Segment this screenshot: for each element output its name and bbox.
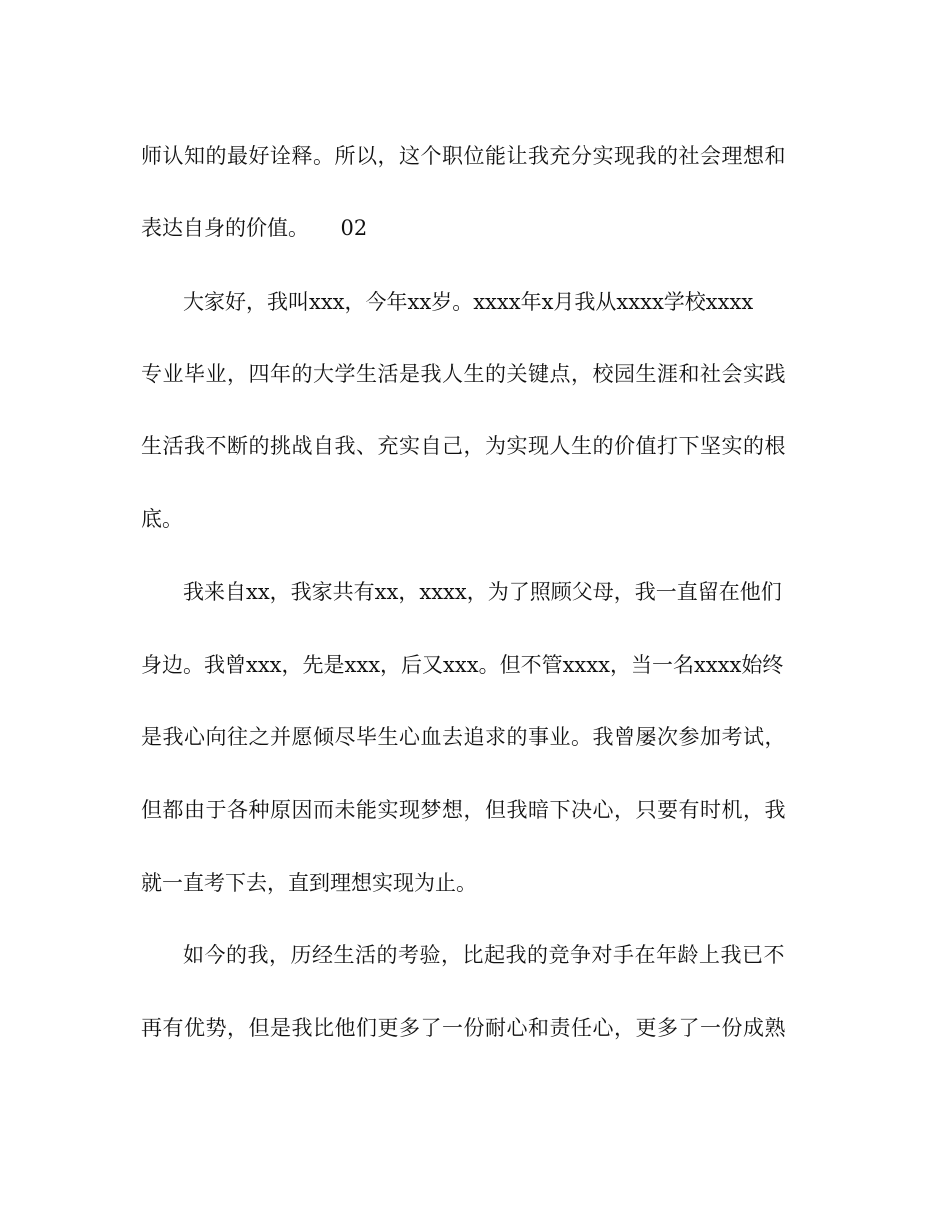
paragraph-start-line: 大家好，我叫xxx，今年xx岁。xxxx年x月我从xxxx学校xxxx — [183, 290, 754, 314]
text-line: 身边。我曾xxx，先是xxx，后又xxx。但不管xxxx，当一名xxxx始终 — [141, 653, 784, 677]
text-line: 底。 — [141, 507, 183, 531]
text-line: 师认知的最好诠释。所以，这个职位能让我充分实现我的社会理想和 — [141, 144, 786, 168]
text-line: 就一直考下去，直到理想实现为止。 — [141, 871, 477, 895]
text-line: 再有优势，但是我比他们更多了一份耐心和责任心，更多了一份成熟 — [141, 1016, 786, 1040]
text-line: 生活我不断的挑战自我、充实自己，为实现人生的价值打下坚实的根 — [141, 434, 786, 458]
paragraph-start-line: 如今的我，历经生活的考验，比起我的竞争对手在年龄上我已不 — [183, 943, 785, 967]
text-line: 是我心向往之并愿倾尽毕生心血去追求的事业。我曾屡次参加考试， — [141, 725, 786, 749]
paragraph-start-line: 我来自xx，我家共有xx，xxxx，为了照顾父母，我一直留在他们 — [183, 580, 782, 604]
text-line: 但都由于各种原因而未能实现梦想，但我暗下决心，只要有时机，我 — [141, 798, 786, 822]
text-line: 表达自身的价值。 02 — [141, 216, 368, 240]
text-line: 专业毕业，四年的大学生活是我人生的关键点，校园生涯和社会实践 — [141, 362, 786, 386]
